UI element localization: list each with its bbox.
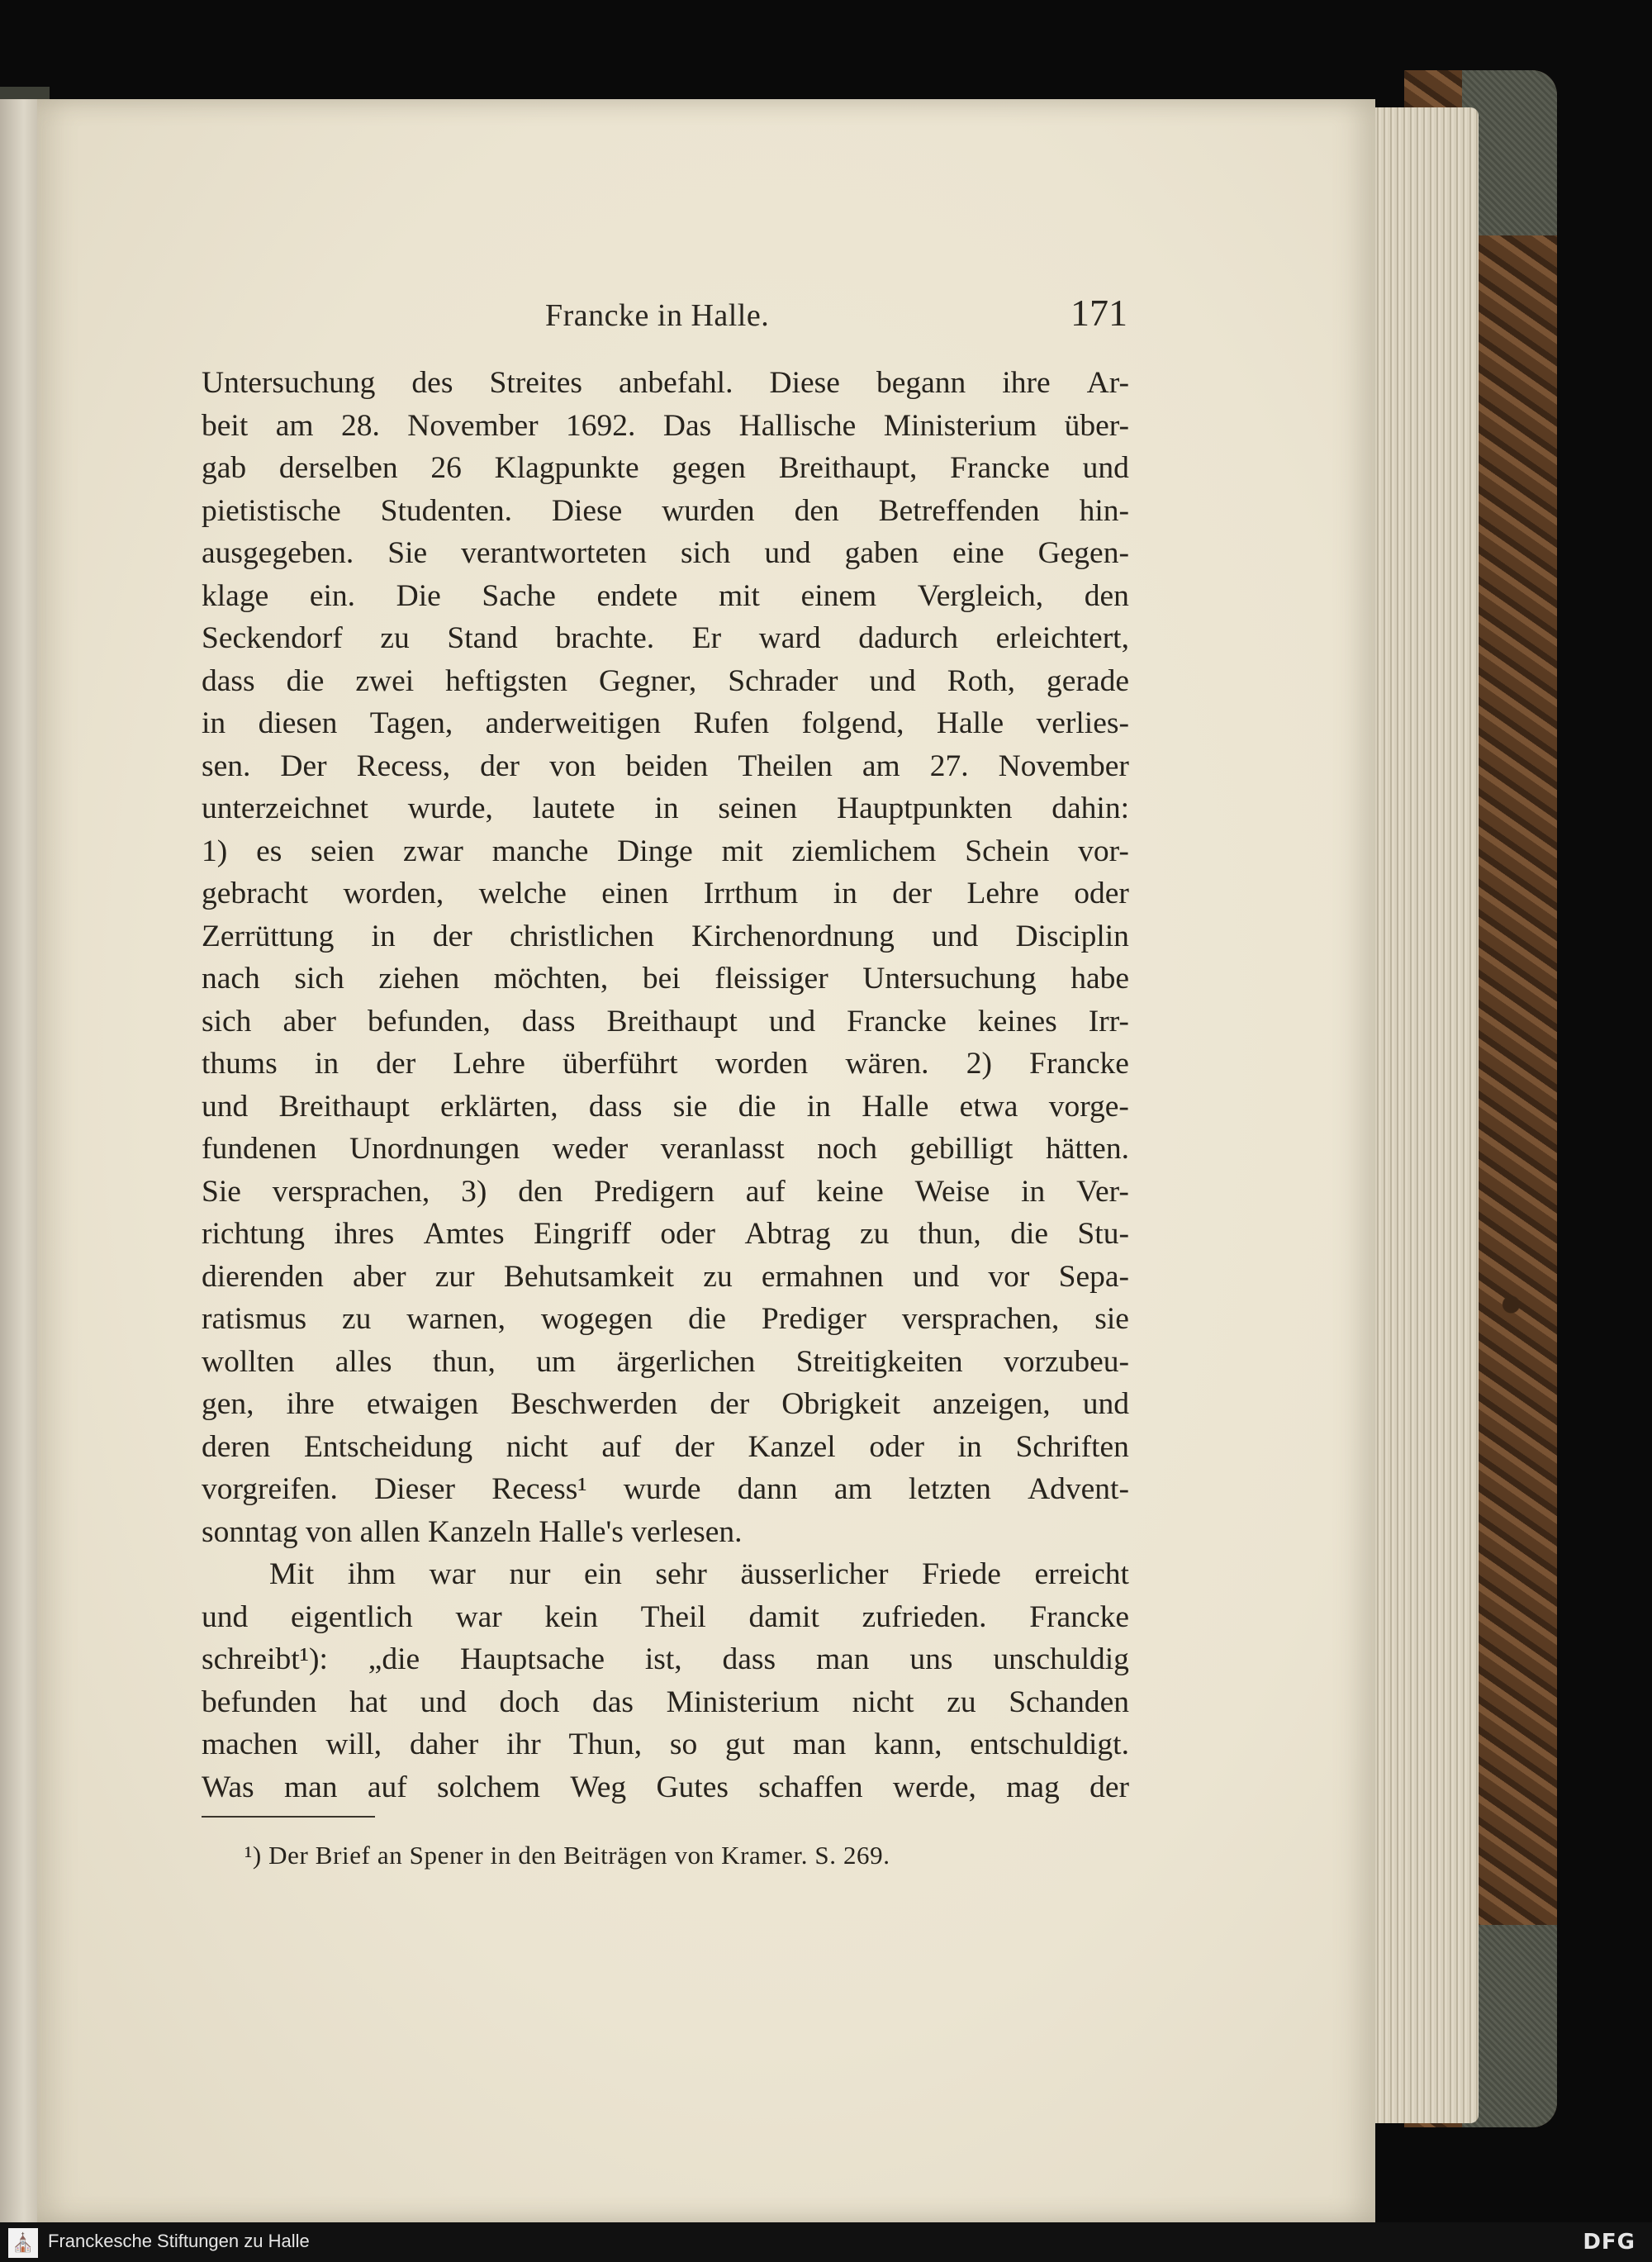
text-line: gen, ihre etwaigen Beschwerden der Obrigkeit anzeigen, und [202,1387,1129,1421]
text-line: fundenen Unordnungen weder veranlasst noch gebilligt hätten. [202,1132,1129,1166]
body-text [202,362,1129,1808]
text-line: schreibt¹): „die Hauptsache ist, dass man uns unschuldig [202,1642,1129,1676]
text-line: in diesen Tagen, anderweitigen Rufen folgend, Halle verlies- [202,706,1129,740]
text-line: thums in der Lehre überführt worden wären. 2) Francke [202,1047,1129,1081]
left-page-edge [0,99,40,2222]
text-line: gebracht worden, welche einen Irrthum in der Lehre oder [202,877,1129,910]
text-line: wollten alles thun, um ärgerlichen Streitigkeiten vorzubeu- [202,1344,1129,1379]
page-number: 171 [1070,292,1127,334]
text-line: Zerrüttung in der christlichen Kirchenordnung und Disciplin [202,919,1129,953]
text-line: dass die zwei heftigsten Gegner, Schrader und Roth, gerade [202,663,1129,698]
text-line: gab derselben 26 Klagpunkte gegen Breithaupt, Francke und [202,451,1129,485]
text-line: deren Entscheidung nicht auf der Kanzel oder in Schriften [202,1429,1129,1464]
footnote-rule [202,1816,375,1818]
text-line: sonntag von allen Kanzeln Halle's verlesen. [202,1514,743,1549]
text-line: dierenden aber zur Behutsamkeit zu ermahnen und vor Sepa- [202,1259,1129,1294]
text-line: und eigentlich war kein Theil damit zufrieden. Francke [202,1599,1129,1634]
text-line: sich aber befunden, dass Breithaupt und Francke keines Irr- [202,1004,1129,1038]
text-line: sen. Der Recess, der von beiden Theilen am 27. November [202,748,1129,783]
text-line: unterzeichnet wurde, lautete in seinen Hauptpunkten dahin: [202,791,1129,825]
text-line: vorgreifen. Dieser Recess¹ wurde dann am letzten Advent- [202,1472,1129,1506]
text-line: Untersuchung des Streites anbefahl. Diese begann ihre Ar- [202,366,1129,400]
text-line: Mit ihm war nur ein sehr äusserlicher Friede erreicht [269,1557,1129,1591]
text-line: befunden hat und doch das Ministerium nicht zu Schanden [202,1685,1129,1719]
text-line: Seckendorf zu Stand brachte. Er ward dadurch erleichtert, [202,621,1129,655]
text-line: klage ein. Die Sache endete mit einem Vergleich, den [202,578,1129,613]
text-line: richtung ihres Amtes Eingriff oder Abtrag zu thun, die Stu- [202,1217,1129,1251]
footer-institution-label: Franckesche Stiftungen zu Halle [48,2231,310,2251]
text-line: Sie versprachen, 3) den Predigern auf keine Weise in Ver- [202,1174,1129,1209]
text-line: 1) es seien zwar manche Dinge mit ziemlichem Schein vor- [202,834,1129,868]
text-line: ratismus zu warnen, wogegen die Prediger versprachen, sie [202,1302,1129,1336]
text-line: pietistische Studenten. Diese wurden den Betreffenden hin- [202,493,1129,528]
institution-logo-icon: ⛪ [8,2228,38,2258]
text-line: machen will, daher ihr Thun, so gut man kann, entschuldigt. [202,1727,1129,1761]
footnote: ¹) Der Brief an Spener in den Beiträgen von Kramer. S. 269. [244,1841,890,1870]
running-head: Francke in Halle. [545,298,770,333]
text-line: ausgegeben. Sie verantworteten sich und gaben eine Gegen- [202,536,1129,570]
text-line: beit am 28. November 1692. Das Hallische Ministerium über- [202,408,1129,443]
dfg-logo: DFG [1583,2230,1635,2255]
text-line: nach sich ziehen möchten, bei fleissiger Untersuchung habe [202,962,1129,996]
text-line: und Breithaupt erklärten, dass sie die in Halle etwa vorge- [202,1089,1129,1124]
text-line: Was man auf solchem Weg Gutes schaffen werde, mag der [202,1770,1129,1804]
